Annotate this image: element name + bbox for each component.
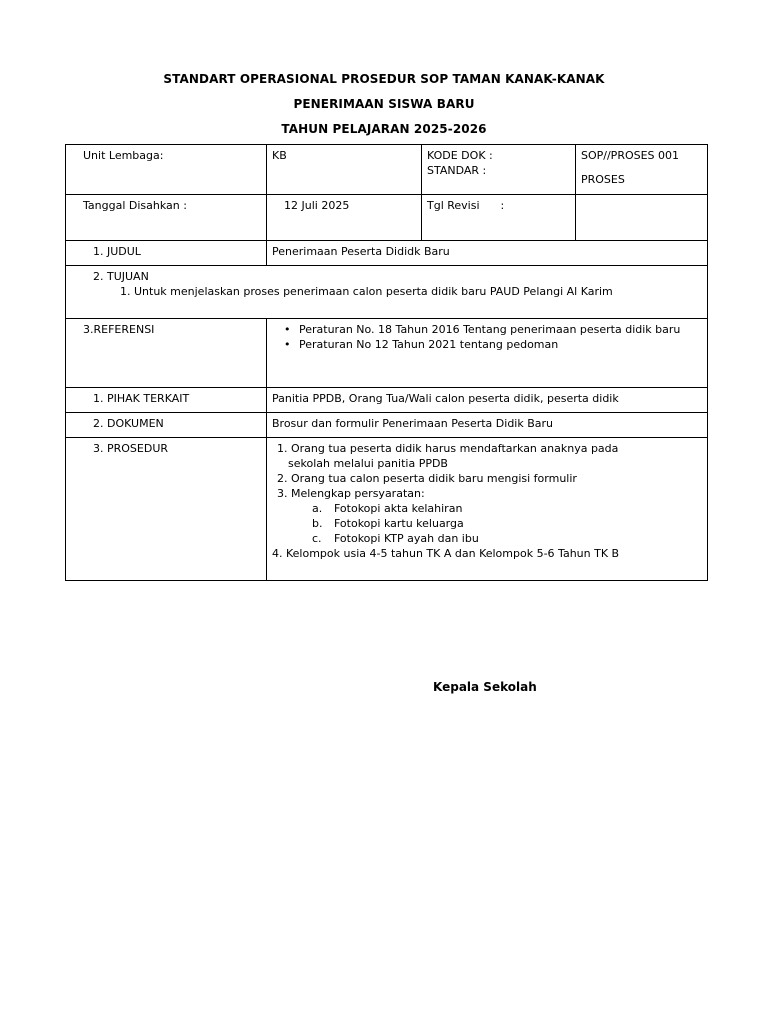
table-row bbox=[66, 388, 708, 413]
referensi-label: 3.REFERENSI bbox=[66, 319, 267, 388]
tanggal-label: Tanggal Disahkan : bbox=[66, 195, 267, 241]
academic-year: TAHUN PELAJARAN 2025-2026 bbox=[281, 122, 487, 136]
list-item: a. Fotokopi akta kelahiran bbox=[312, 502, 463, 515]
sop-code-cell bbox=[576, 145, 708, 195]
referensi-cell bbox=[267, 319, 708, 388]
tanggal-value: 12 Juli 2025 bbox=[267, 195, 422, 241]
pihak-value: Panitia PPDB, Orang Tua/Wali calon peserta didik, peserta didik bbox=[267, 388, 708, 413]
dokumen-value: Brosur dan formulir Penerimaan Peserta Didik Baru bbox=[267, 413, 708, 438]
bullet-icon: • bbox=[284, 338, 291, 351]
judul-label: 1. JUDUL bbox=[66, 241, 267, 266]
kode-standar-cell bbox=[422, 145, 576, 195]
referensi-list bbox=[272, 322, 702, 352]
prosedur-step-1-cont: sekolah melalui panitia PPDB bbox=[288, 457, 448, 470]
list-item: c. Fotokopi KTP ayah dan ibu bbox=[312, 532, 479, 545]
table-row bbox=[66, 266, 708, 319]
pihak-label: 1. PIHAK TERKAIT bbox=[66, 388, 267, 413]
table-row bbox=[66, 195, 708, 241]
unit-label: Unit Lembaga: bbox=[66, 145, 267, 195]
document-title: STANDART OPERASIONAL PROSEDUR SOP TAMAN KANAK-KANAK bbox=[163, 72, 605, 86]
prosedur-cell bbox=[267, 438, 708, 581]
prosedur-label: 3. PROSEDUR bbox=[66, 438, 267, 581]
kode-dok-label: KODE DOK : bbox=[427, 149, 493, 162]
prosedur-step-2: 2. Orang tua calon peserta didik baru mengisi formulir bbox=[277, 472, 577, 485]
sop-table bbox=[65, 144, 708, 581]
sop-code: SOP//PROSES 001 bbox=[581, 149, 680, 162]
table-row bbox=[66, 241, 708, 266]
tgl-revisi-label: Tgl Revisi : bbox=[422, 195, 576, 241]
tujuan-item: 1. Untuk menjelaskan proses penerimaan calon peserta didik baru PAUD Pelangi Al Karim bbox=[120, 285, 613, 298]
tujuan-label: 2. TUJUAN bbox=[93, 270, 149, 283]
signature-title: Kepala Sekolah bbox=[433, 680, 537, 694]
bullet-icon: • bbox=[284, 323, 291, 336]
standar-label: STANDAR : bbox=[427, 164, 487, 177]
table-row bbox=[66, 413, 708, 438]
document-subtitle: PENERIMAAN SISWA BARU bbox=[293, 97, 475, 111]
proses-label: PROSES bbox=[581, 173, 625, 186]
prosedur-step-3: 3. Melengkap persyaratan: bbox=[277, 487, 425, 500]
table-row bbox=[66, 319, 708, 388]
prosedur-step-4: 4. Kelompok usia 4-5 tahun TK A dan Kelompok 5-6 Tahun TK B bbox=[272, 547, 620, 560]
list-item: • Peraturan No 12 Tahun 2021 tentang pedoman bbox=[284, 338, 559, 351]
dokumen-label: 2. DOKUMEN bbox=[66, 413, 267, 438]
list-item: • Peraturan No. 18 Tahun 2016 Tentang penerimaan peserta didik baru bbox=[284, 323, 681, 336]
table-row bbox=[66, 145, 708, 195]
unit-value: KB bbox=[267, 145, 422, 195]
tgl-revisi-value bbox=[576, 195, 708, 241]
list-item: b. Fotokopi kartu keluarga bbox=[312, 517, 464, 530]
table-row bbox=[66, 438, 708, 581]
judul-value: Penerimaan Peserta Dididk Baru bbox=[267, 241, 708, 266]
tujuan-cell bbox=[66, 266, 708, 319]
prosedur-step-1: 1. Orang tua peserta didik harus mendaftarkan anaknya pada bbox=[277, 442, 619, 455]
